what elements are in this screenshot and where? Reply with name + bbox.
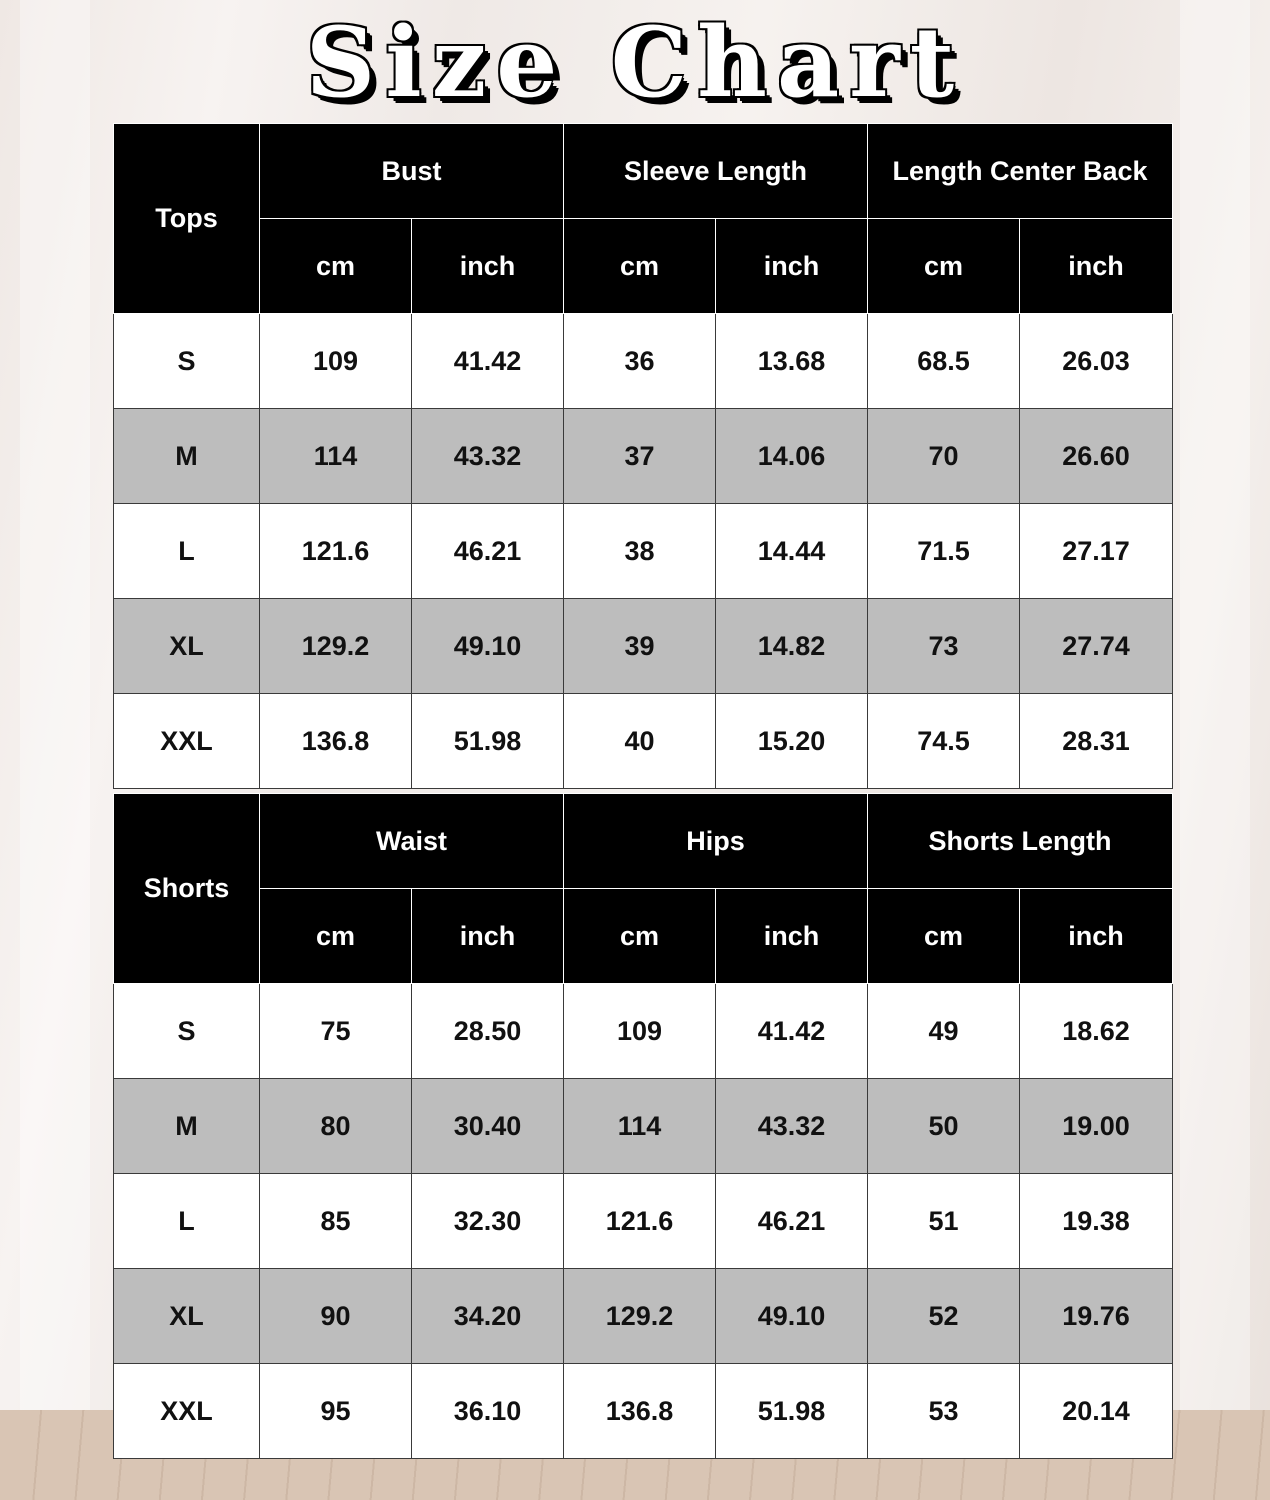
size-cell: XXL [114, 1364, 260, 1459]
size-cell: S [114, 314, 260, 409]
value-cell: 49.10 [412, 599, 564, 694]
shorts-size-table [113, 793, 1173, 1459]
curtain-decor [1180, 0, 1250, 1500]
value-cell: 136.8 [564, 1364, 716, 1459]
shorts-header-row [114, 794, 1173, 889]
value-cell: 46.21 [716, 1174, 868, 1269]
value-cell: 34.20 [412, 1269, 564, 1364]
value-cell: 70 [868, 409, 1020, 504]
value-cell: 39 [564, 599, 716, 694]
value-cell: 114 [260, 409, 412, 504]
value-cell: 53 [868, 1364, 1020, 1459]
column-group-header: Hips [564, 794, 868, 889]
value-cell: 109 [564, 984, 716, 1079]
value-cell: 114 [564, 1079, 716, 1174]
value-cell: 43.32 [716, 1079, 868, 1174]
value-cell: 32.30 [412, 1174, 564, 1269]
unit-header: inch [412, 889, 564, 984]
value-cell: 68.5 [868, 314, 1020, 409]
value-cell: 36 [564, 314, 716, 409]
value-cell: 13.68 [716, 314, 868, 409]
value-cell: 75 [260, 984, 412, 1079]
unit-header: cm [868, 219, 1020, 314]
value-cell: 19.38 [1020, 1174, 1173, 1269]
value-cell: 51.98 [716, 1364, 868, 1459]
value-cell: 14.06 [716, 409, 868, 504]
value-cell: 121.6 [260, 504, 412, 599]
value-cell: 19.76 [1020, 1269, 1173, 1364]
size-cell: L [114, 504, 260, 599]
column-group-header: Length Center Back [868, 124, 1173, 219]
value-cell: 40 [564, 694, 716, 789]
table-row [114, 1079, 1173, 1174]
value-cell: 71.5 [868, 504, 1020, 599]
shorts-section-label: Shorts [114, 794, 260, 984]
value-cell: 41.42 [716, 984, 868, 1079]
value-cell: 90 [260, 1269, 412, 1364]
value-cell: 49.10 [716, 1269, 868, 1364]
tops-section-label: Tops [114, 124, 260, 314]
tops-unit-row [114, 219, 1173, 314]
value-cell: 27.74 [1020, 599, 1173, 694]
value-cell: 129.2 [260, 599, 412, 694]
value-cell: 51.98 [412, 694, 564, 789]
value-cell: 109 [260, 314, 412, 409]
curtain-decor [20, 0, 90, 1500]
tops-size-table [113, 123, 1173, 789]
size-cell: M [114, 409, 260, 504]
unit-header: cm [260, 889, 412, 984]
table-row [114, 1364, 1173, 1459]
unit-header: inch [716, 889, 868, 984]
value-cell: 36.10 [412, 1364, 564, 1459]
size-cell: M [114, 1079, 260, 1174]
unit-header: cm [564, 219, 716, 314]
value-cell: 74.5 [868, 694, 1020, 789]
size-cell: XL [114, 599, 260, 694]
size-cell: L [114, 1174, 260, 1269]
size-cell: XXL [114, 694, 260, 789]
unit-header: cm [564, 889, 716, 984]
size-cell: S [114, 984, 260, 1079]
size-cell: XL [114, 1269, 260, 1364]
value-cell: 37 [564, 409, 716, 504]
table-row [114, 314, 1173, 409]
unit-header: inch [1020, 889, 1173, 984]
value-cell: 80 [260, 1079, 412, 1174]
value-cell: 95 [260, 1364, 412, 1459]
column-group-header: Bust [260, 124, 564, 219]
value-cell: 14.82 [716, 599, 868, 694]
value-cell: 26.60 [1020, 409, 1173, 504]
value-cell: 18.62 [1020, 984, 1173, 1079]
value-cell: 46.21 [412, 504, 564, 599]
value-cell: 28.50 [412, 984, 564, 1079]
value-cell: 38 [564, 504, 716, 599]
value-cell: 26.03 [1020, 314, 1173, 409]
table-row [114, 599, 1173, 694]
value-cell: 30.40 [412, 1079, 564, 1174]
value-cell: 85 [260, 1174, 412, 1269]
table-row [114, 504, 1173, 599]
page-title: Size Chart [305, 6, 965, 119]
unit-header: cm [868, 889, 1020, 984]
table-row [114, 1174, 1173, 1269]
unit-header: cm [260, 219, 412, 314]
table-row [114, 984, 1173, 1079]
table-row [114, 694, 1173, 789]
value-cell: 15.20 [716, 694, 868, 789]
column-group-header: Sleeve Length [564, 124, 868, 219]
unit-header: inch [412, 219, 564, 314]
value-cell: 73 [868, 599, 1020, 694]
unit-header: inch [1020, 219, 1173, 314]
value-cell: 121.6 [564, 1174, 716, 1269]
value-cell: 129.2 [564, 1269, 716, 1364]
table-row [114, 1269, 1173, 1364]
value-cell: 50 [868, 1079, 1020, 1174]
column-group-header: Shorts Length [868, 794, 1173, 889]
value-cell: 20.14 [1020, 1364, 1173, 1459]
value-cell: 43.32 [412, 409, 564, 504]
value-cell: 52 [868, 1269, 1020, 1364]
value-cell: 19.00 [1020, 1079, 1173, 1174]
value-cell: 49 [868, 984, 1020, 1079]
value-cell: 27.17 [1020, 504, 1173, 599]
value-cell: 28.31 [1020, 694, 1173, 789]
value-cell: 41.42 [412, 314, 564, 409]
value-cell: 136.8 [260, 694, 412, 789]
value-cell: 14.44 [716, 504, 868, 599]
value-cell: 51 [868, 1174, 1020, 1269]
unit-header: inch [716, 219, 868, 314]
shorts-unit-row [114, 889, 1173, 984]
table-row [114, 409, 1173, 504]
column-group-header: Waist [260, 794, 564, 889]
tops-header-row [114, 124, 1173, 219]
